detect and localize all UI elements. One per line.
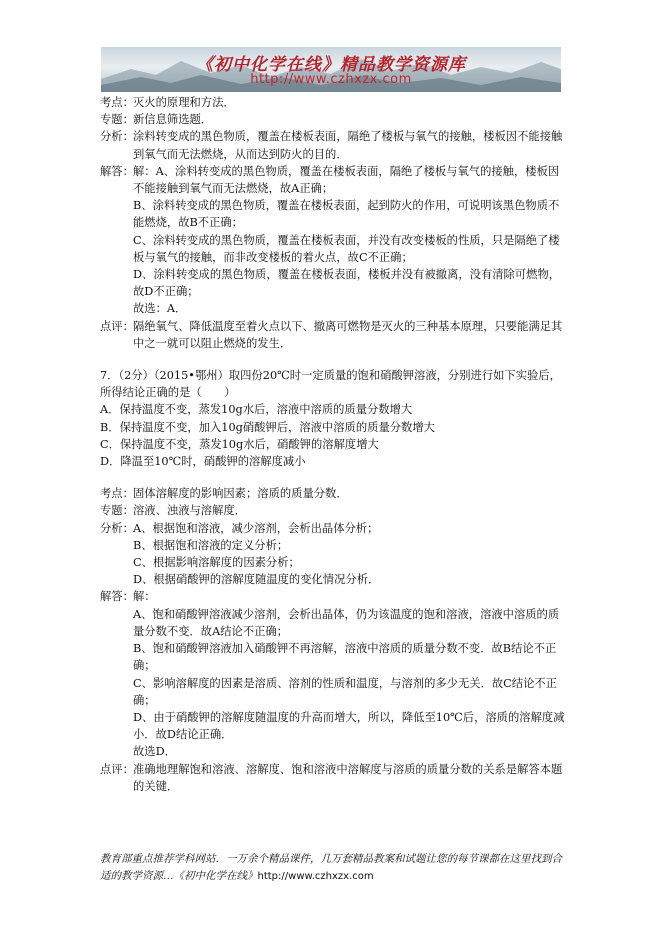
zhuanti-label: 专题： <box>100 504 134 518</box>
q7-fenxi <box>100 520 568 537</box>
kaodian-label: 考点： <box>100 487 134 501</box>
zhuanti-label: 专题： <box>100 113 134 127</box>
jieda-label: 解答： <box>100 164 134 178</box>
jieda-line: C、影响溶解度的因素是溶质、溶剂的性质和温度，与溶剂的多少无关．故C结论不正确； <box>133 676 557 707</box>
jieda-line: B、饱和硝酸钾溶液加入硝酸钾不再溶解，溶液中溶质的质量分数不变．故B结论不正确； <box>133 642 557 673</box>
jieda-line: D、涂料转变成的黑色物质，覆盖在楼板表面，楼板并没有被撤离，没有清除可燃物，故D不正确； <box>133 268 561 299</box>
q6-fenxi <box>100 128 568 162</box>
footer-text: 教育部重点推荐学科网站．一万余个精品课件，几万套精品教案和试题让您的每节课都在这里找到合适的教学资源…《初中化学在线》 <box>100 853 562 882</box>
dianping-label: 点评： <box>100 319 134 333</box>
banner-url: http://www.czhxzx.com <box>250 72 412 87</box>
page-footer <box>100 851 570 885</box>
fenxi-label: 分析： <box>100 521 134 535</box>
document-body <box>100 94 568 795</box>
fenxi-line: B、根据饱和溶液的定义分析； <box>133 538 289 552</box>
banner-title: 《初中化学在线》精品教学资源库 <box>196 55 466 75</box>
kaodian-text: 固体溶解度的影响因素；溶质的质量分数． <box>133 487 348 501</box>
footer-url[interactable]: http://www.czhxzx.com <box>257 871 374 882</box>
jieda-line: B、涂料转变成的黑色物质，覆盖在楼板表面，起到防火的作用，可说明该黑色物质不能燃烧，故B不正确； <box>133 199 560 230</box>
fenxi-label: 分析： <box>100 130 134 144</box>
q7-dianping <box>100 761 568 795</box>
fenxi-line: D、根据硝酸钾的溶解度随温度的变化情况分析． <box>133 573 380 587</box>
jieda-label: 解答： <box>100 590 134 604</box>
q7-zhuanti <box>100 502 568 519</box>
jieda-line: 解：A、涂料转变成的黑色物质，覆盖在楼板表面，隔绝了楼板与氧气的接触，楼板因不能接触到氧气而无法燃烧，故A正确； <box>133 164 560 196</box>
q7-jieda <box>100 588 568 605</box>
q6-zhuanti <box>100 111 568 128</box>
jieda-answer: 故选：A． <box>133 302 187 316</box>
jieda-line: D、由于硝酸钾的溶解度随温度的升高而增大，所以，降低至10℃后，溶质的溶解度减小．故D结论正确． <box>133 710 565 742</box>
zhuanti-text: 新信息筛选题． <box>133 113 213 127</box>
dianping-text: 准确地理解饱和溶液、溶解度、饱和溶液中溶解度与溶质的质量分数的关系是解答本题的关键． <box>133 762 563 793</box>
zhuanti-text: 溶液、浊液与溶解度． <box>133 504 246 518</box>
q7-option: B．保持温度不变，加入10g硝酸钾后，溶液中溶质的质量分数增大 <box>100 420 435 434</box>
fenxi-text: 涂料转变成的黑色物质，覆盖在楼板表面，隔绝了楼板与氧气的接触，楼板因不能接触到氧气而无法燃烧，从而达到防火的目的． <box>133 130 563 161</box>
q6-dianping <box>100 318 568 352</box>
jieda-first: 解： <box>133 590 156 604</box>
dianping-label: 点评： <box>100 762 134 776</box>
jieda-line: C、涂料转变成的黑色物质，覆盖在楼板表面，并没有改变楼板的性质，只是隔绝了楼板与氧气的接触，而非改变楼板的着火点，故C不正确； <box>133 233 560 264</box>
kaodian-text: 灭火的原理和方法． <box>133 96 235 109</box>
fenxi-line: C、根据影响溶解度的因素分析； <box>133 556 300 570</box>
fenxi-line: A、根据饱和溶液，减少溶剂，会析出晶体分析； <box>133 521 379 535</box>
q6-jieda <box>100 163 568 197</box>
header-banner <box>101 47 561 92</box>
q7-option: C．保持温度不变，蒸发10g水后，硝酸钾的溶解度增大 <box>100 437 379 451</box>
q7-option: A．保持温度不变，蒸发10g水后，溶液中溶质的质量分数增大 <box>100 403 413 417</box>
q7-option: D．降温至10℃时，硝酸钾的溶解度减小 <box>100 455 306 469</box>
q7-kaodian <box>100 485 568 502</box>
kaodian-label: 考点： <box>100 96 134 109</box>
dianping-text: 隔绝氧气、降低温度至着火点以下、撤离可燃物是灭火的三种基本原理，只要能满足其中之一就可以阻止燃烧的发生． <box>133 319 563 350</box>
jieda-answer: 故选D． <box>133 745 176 759</box>
q6-kaodian <box>100 94 568 111</box>
q7-stem: 7．（2分）（2015•鄂州）取四份20℃时一定质量的饱和硝酸钾溶液，分别进行如下实验后，所得结论正确的是（ ） <box>100 369 561 400</box>
jieda-line: A、饱和硝酸钾溶液减少溶剂，会析出晶体，仍为该温度的饱和溶液，溶液中溶质的质量分数不变．故A结论不正确； <box>133 607 560 638</box>
